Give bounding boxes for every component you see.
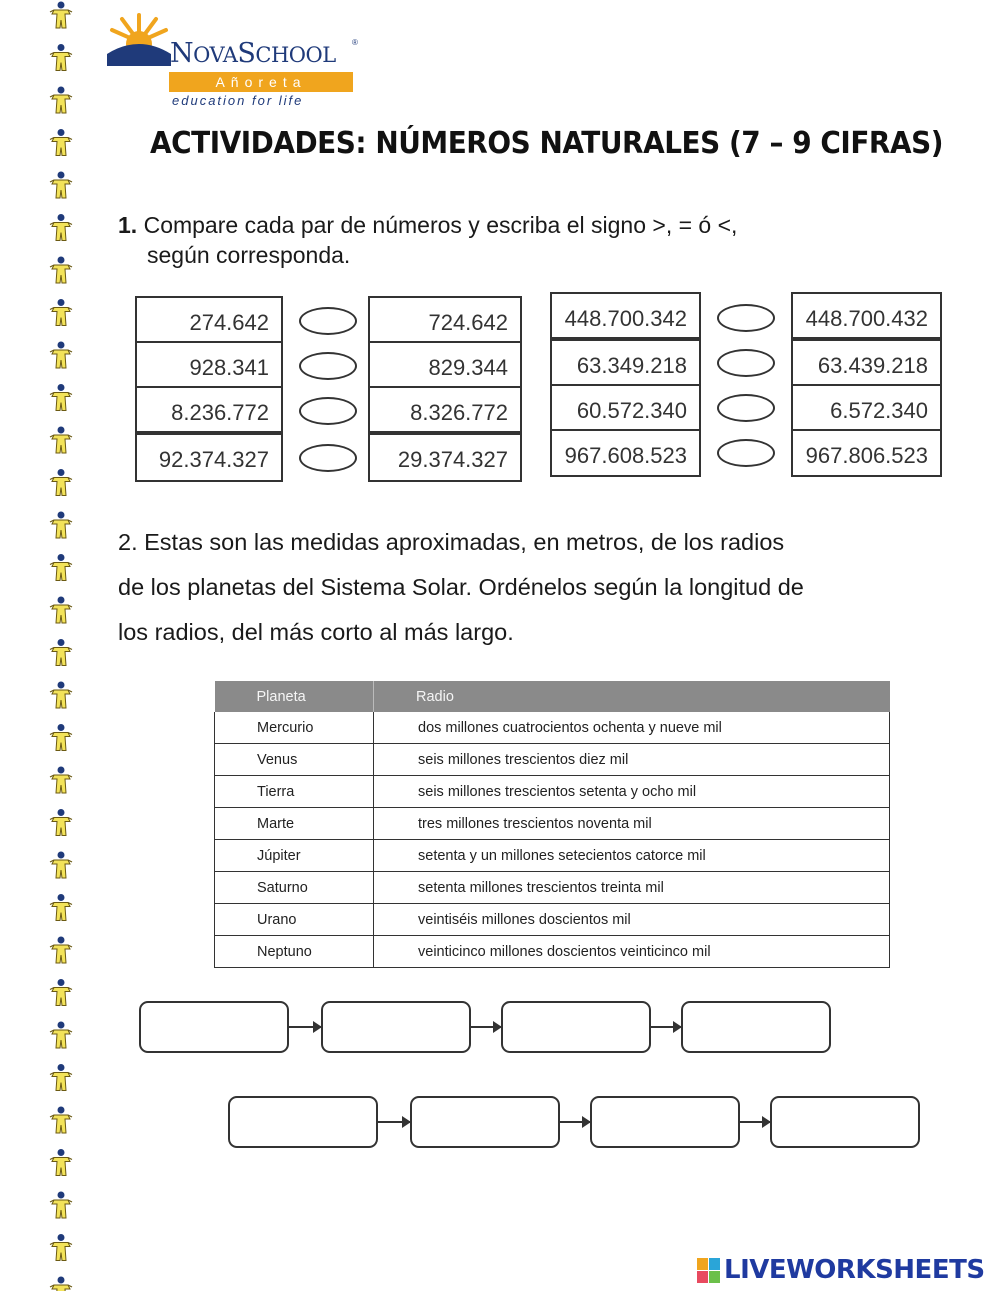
planet-name: Urano — [215, 904, 374, 936]
arrow-right-icon — [289, 1026, 321, 1028]
planet-radius-table — [214, 681, 890, 968]
border-figure-icon — [50, 1107, 72, 1134]
order-answer-box[interactable] — [228, 1096, 378, 1148]
compare-number: 6.572.340 — [791, 384, 942, 431]
border-figure-icon — [50, 87, 72, 114]
order-answer-box[interactable] — [681, 1001, 831, 1053]
arrow-right-icon — [471, 1026, 501, 1028]
compare-number: 63.439.218 — [791, 339, 942, 386]
planet-radius: dos millones cuatrocientos ochenta y nueve mil — [374, 712, 890, 744]
table-row — [215, 936, 890, 968]
brand-campus: Añoreta — [169, 72, 353, 92]
arrow-right-icon — [651, 1026, 681, 1028]
border-figure-icon — [50, 427, 72, 454]
brand-name: NOVASCHOOL — [170, 38, 336, 69]
order-answer-box[interactable] — [590, 1096, 740, 1148]
compare-number: 60.572.340 — [550, 384, 701, 431]
compare-number: 967.806.523 — [791, 429, 942, 477]
answer-oval[interactable] — [717, 394, 775, 422]
border-figure-icon — [50, 639, 72, 666]
question-number: 1. — [118, 212, 138, 238]
planet-name: Tierra — [215, 776, 374, 808]
question-2-line3: los radios, del más corto al más largo. — [118, 619, 514, 645]
question-2 — [118, 520, 918, 655]
planet-name: Neptuno — [215, 936, 374, 968]
question-2-line1: 2. Estas son las medidas aproximadas, en metros, de los radios — [118, 529, 785, 555]
table-row — [215, 744, 890, 776]
border-figure-icon — [50, 682, 72, 709]
answer-oval[interactable] — [717, 439, 775, 467]
planet-radius: seis millones trescientos diez mil — [374, 744, 890, 776]
border-figure-icon — [50, 512, 72, 539]
answer-oval[interactable] — [717, 304, 775, 332]
planet-radius: setenta y un millones setecientos catorce mil — [374, 840, 890, 872]
border-figure-icon — [50, 724, 72, 751]
compare-number: 274.642 — [135, 296, 283, 343]
question-1 — [118, 210, 878, 270]
table-row — [215, 904, 890, 936]
border-figure-icon — [50, 1192, 72, 1219]
border-figure-icon — [50, 1277, 72, 1291]
border-figure-icon — [50, 1149, 72, 1176]
compare-number: 928.341 — [135, 341, 283, 388]
table-row — [215, 840, 890, 872]
planet-radius: veinticinco millones doscientos veinticinco mil — [374, 936, 890, 968]
planet-radius: veintiséis millones doscientos mil — [374, 904, 890, 936]
border-figure-icon — [50, 554, 72, 581]
arrow-right-icon — [740, 1121, 770, 1123]
table-row — [215, 872, 890, 904]
compare-number: 8.326.772 — [368, 386, 522, 433]
table-header-row — [215, 681, 890, 712]
planet-name: Venus — [215, 744, 374, 776]
border-figure-icon — [50, 1022, 72, 1049]
border-figure-icon — [50, 894, 72, 921]
border-figure-icon — [50, 469, 72, 496]
border-figure-icon — [50, 979, 72, 1006]
compare-number: 448.700.432 — [791, 292, 942, 339]
compare-number: 967.608.523 — [550, 429, 701, 477]
order-answer-box[interactable] — [321, 1001, 471, 1053]
compare-number: 448.700.342 — [550, 292, 701, 339]
compare-number: 92.374.327 — [135, 433, 283, 482]
border-figure-icon — [50, 767, 72, 794]
order-answer-box[interactable] — [139, 1001, 289, 1053]
table-row — [215, 776, 890, 808]
compare-number: 8.236.772 — [135, 386, 283, 433]
footer-brand: LIVEWORKSHEETS — [724, 1255, 985, 1285]
border-figure-icon — [50, 299, 72, 326]
border-figure-icon — [50, 384, 72, 411]
planet-name: Saturno — [215, 872, 374, 904]
planet-name: Júpiter — [215, 840, 374, 872]
planet-radius: tres millones trescientos noventa mil — [374, 808, 890, 840]
answer-oval[interactable] — [299, 307, 357, 335]
answer-oval[interactable] — [717, 349, 775, 377]
border-figure-icon — [50, 1234, 72, 1261]
compare-number: 724.642 — [368, 296, 522, 343]
question-2-line2: de los planetas del Sistema Solar. Ordénelos según la longitud de — [118, 574, 804, 600]
question-1-line1: Compare cada par de números y escriba el signo >, = ó <, — [143, 212, 738, 238]
arrow-right-icon — [560, 1121, 590, 1123]
planet-name: Mercurio — [215, 712, 374, 744]
compare-number: 63.349.218 — [550, 339, 701, 386]
planet-name: Marte — [215, 808, 374, 840]
answer-oval[interactable] — [299, 444, 357, 472]
arrow-right-icon — [378, 1121, 410, 1123]
order-answer-box[interactable] — [770, 1096, 920, 1148]
border-figure-icon — [50, 342, 72, 369]
border-figure-icon — [50, 2, 72, 29]
planet-radius: seis millones trescientos setenta y ocho mil — [374, 776, 890, 808]
border-figure-icon — [50, 129, 72, 156]
liveworksheets-logo-icon — [697, 1258, 721, 1284]
table-row — [215, 808, 890, 840]
sun-logo-icon — [104, 12, 174, 74]
answer-oval[interactable] — [299, 352, 357, 380]
border-figure-icon — [50, 257, 72, 284]
order-answer-box[interactable] — [410, 1096, 560, 1148]
border-figure-icon — [50, 44, 72, 71]
border-figure-icon — [50, 214, 72, 241]
answer-oval[interactable] — [299, 397, 357, 425]
border-figure-icon — [50, 597, 72, 624]
page-title: ACTIVIDADES: NÚMEROS NATURALES (7 – 9 CIFRAS) — [150, 126, 943, 161]
border-figure-icon — [50, 172, 72, 199]
brand-motto: education for life — [172, 93, 304, 108]
order-answer-box[interactable] — [501, 1001, 651, 1053]
table-row — [215, 712, 890, 744]
decorative-border — [44, 0, 78, 1291]
question-1-line2: según corresponda. — [147, 242, 351, 268]
compare-number: 829.344 — [368, 341, 522, 388]
column-header-radius: Radio — [374, 681, 890, 712]
registered-mark: ® — [352, 38, 358, 47]
border-figure-icon — [50, 937, 72, 964]
border-figure-icon — [50, 809, 72, 836]
planet-radius: setenta millones trescientos treinta mil — [374, 872, 890, 904]
compare-number: 29.374.327 — [368, 433, 522, 482]
border-figure-icon — [50, 852, 72, 879]
border-figure-icon — [50, 1064, 72, 1091]
column-header-planet: Planeta — [215, 681, 374, 712]
